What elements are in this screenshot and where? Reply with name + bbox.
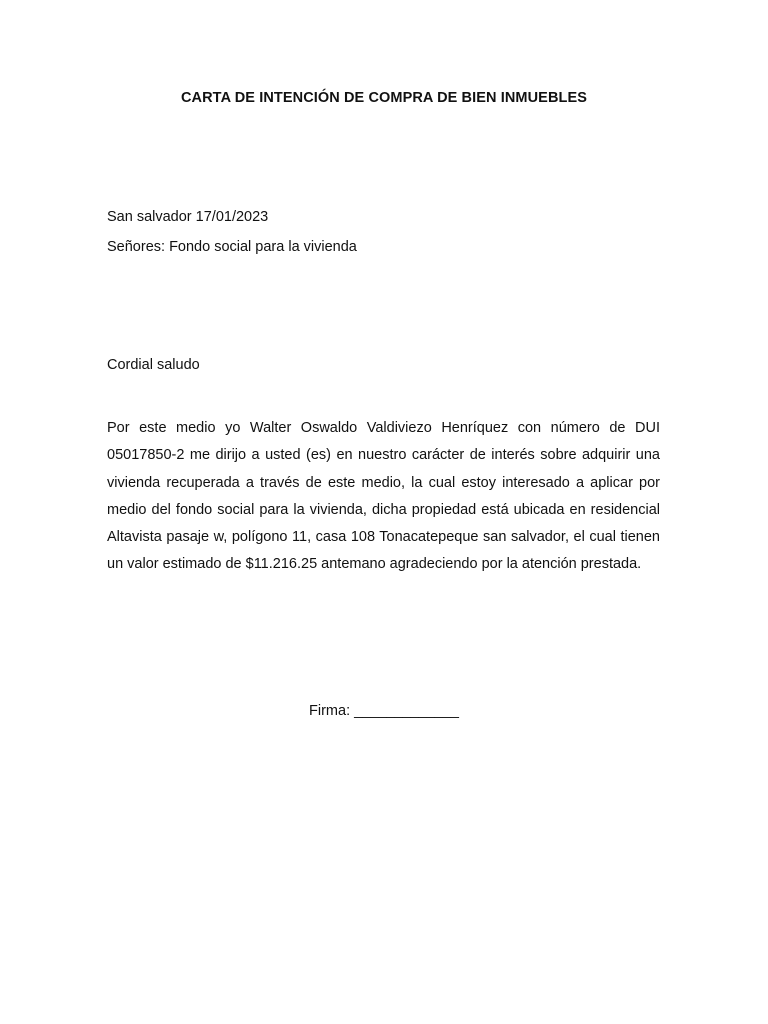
body-paragraph: Por este medio yo Walter Oswaldo Valdiviezo Henríquez con número de DUI 05017850-2 me dirijo a usted (es) en nuestro carácter de interés sobre adquirir una vivienda recuperada a través de este medio, la cual estoy interesado a aplicar por medio del fondo social para la vivienda, dicha propiedad está ubicada en residencial Altavista pasaje w, polígono 11, casa 108 Tonacatepeque san salvador, el cual tienen un valor estimado de $11.216.25 antemano agradeciendo por la atención prestada. bbox=[107, 420, 660, 573]
document-title: CARTA DE INTENCIÓN DE COMPRA DE BIEN INMUEBLES bbox=[180, 90, 588, 106]
place-date: San salvador 17/01/2023 bbox=[107, 209, 269, 225]
signature-line: Firma: _____________ bbox=[309, 703, 459, 719]
greeting: Cordial saludo bbox=[107, 357, 200, 373]
addressee: Señores: Fondo social para la vivienda bbox=[107, 239, 357, 255]
